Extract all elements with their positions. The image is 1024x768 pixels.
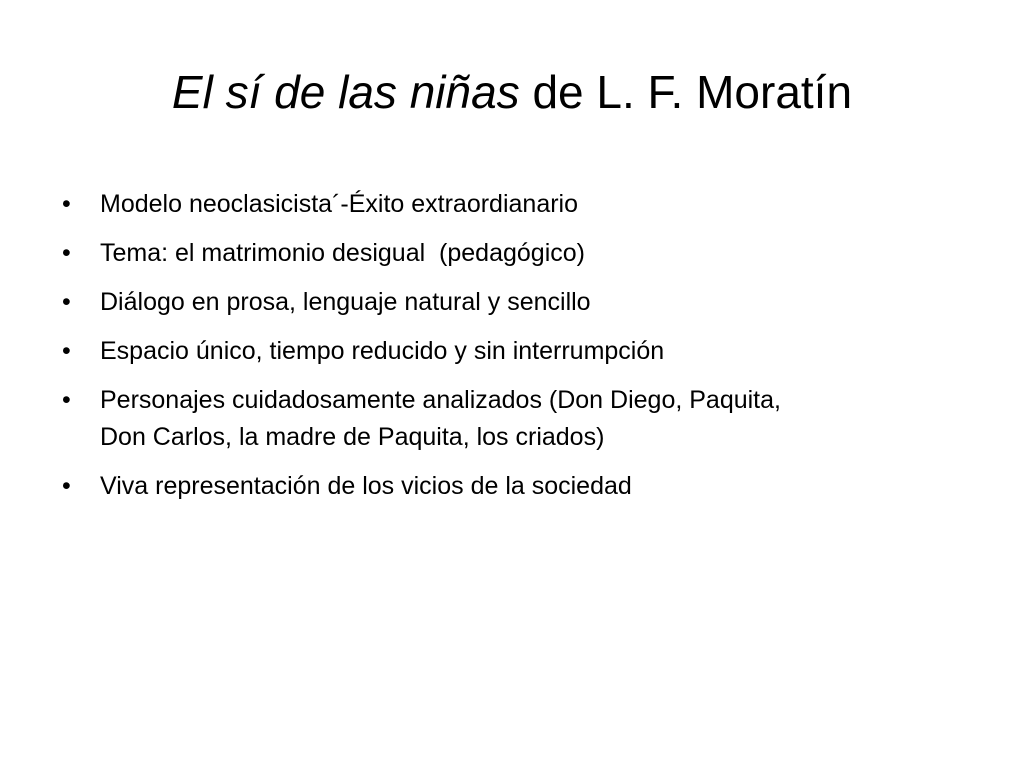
bullet-dot: • (62, 472, 71, 500)
bullet-text: Espacio único, tiempo reducido y sin interrumpción (100, 337, 665, 365)
bullet-item (62, 186, 962, 223)
bullet-dot: • (62, 288, 71, 316)
title-rest-part: de L. F. Moratín (519, 66, 853, 118)
bullet-dot: • (62, 190, 71, 218)
bullet-text: Tema: el matrimonio desigual (pedagógico) (100, 239, 585, 267)
bullet-item (62, 284, 962, 321)
slide-title (40, 62, 984, 122)
bullet-item (62, 333, 962, 370)
bullet-text: Diálogo en prosa, lenguaje natural y sencillo (100, 288, 591, 316)
bullet-dot: • (62, 386, 71, 414)
bullet-item (62, 468, 962, 505)
bullet-dot: • (62, 337, 71, 365)
title-italic-part: El sí de las niñas (171, 66, 520, 118)
bullet-dot: • (62, 239, 71, 267)
bullet-text: Modelo neoclasicista´-Éxito extraordianario (100, 190, 579, 218)
bullet-item (62, 235, 962, 272)
bullet-text: Personajes cuidadosamente analizados (Don Diego, Paquita, Don Carlos, la madre de Paquita, los criados) (100, 386, 781, 451)
bullet-list (62, 186, 962, 517)
bullet-text: Viva representación de los vicios de la sociedad (100, 472, 632, 500)
bullet-item (62, 382, 962, 456)
